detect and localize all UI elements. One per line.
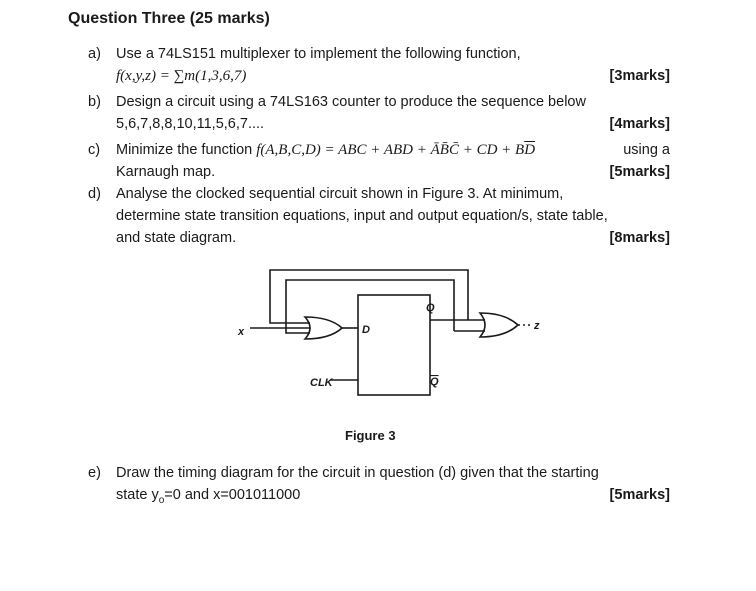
question-e-line2-a: state y — [116, 487, 159, 503]
question-c-term-abc-bar: ĀB̄C̄ — [430, 142, 459, 158]
question-e-line2-b: =0 and x=001011000 — [164, 487, 301, 503]
question-d-line3: and state diagram. — [116, 230, 237, 246]
question-a — [88, 43, 670, 87]
question-b-label: b) — [88, 94, 101, 110]
or-gate-1 — [305, 317, 342, 339]
question-e-marks: [5marks] — [609, 487, 670, 503]
question-a-text: Use a 74LS151 multiplexer to implement the following function, — [116, 46, 521, 62]
question-c — [88, 139, 670, 183]
d-label: D — [362, 324, 370, 336]
question-d-marks: [8marks] — [609, 230, 670, 246]
question-d — [88, 183, 670, 249]
question-b — [88, 91, 670, 135]
question-e-label: e) — [88, 465, 101, 481]
question-d-line2: determine state transition equations, input and output equation/s, state table, — [116, 208, 608, 224]
question-d-label: d) — [88, 186, 101, 202]
question-b-text: Design a circuit using a 74LS163 counter to produce the sequence below — [116, 94, 586, 110]
question-e — [88, 462, 670, 512]
question-title: Question Three (25 marks) — [68, 10, 270, 27]
question-d-line1: Analyse the clocked sequential circuit shown in Figure 3. At minimum, — [116, 186, 564, 202]
question-a-marks: [3marks] — [609, 68, 670, 84]
question-c-text-end: using a — [623, 142, 670, 158]
q-label: Q — [426, 302, 435, 314]
input-x-label: x — [238, 326, 245, 338]
figure-caption: Figure 3 — [345, 428, 396, 443]
or-gate-2 — [480, 313, 518, 337]
figure-3-circuit — [230, 265, 550, 410]
question-a-label: a) — [88, 46, 101, 62]
question-c-text-start: Minimize the function — [116, 142, 253, 158]
question-a-formula: f(x,y,z) = ∑m(1,3,6,7) — [116, 68, 247, 84]
question-b-sequence: 5,6,7,8,8,10,11,5,6,7.... — [116, 116, 265, 132]
question-c-marks: [5marks] — [609, 164, 670, 180]
d-flip-flop — [358, 295, 430, 395]
clk-label: CLK — [310, 377, 333, 389]
question-c-text-line2: Karnaugh map. — [116, 164, 216, 180]
question-c-label: c) — [88, 142, 101, 158]
question-c-formula-lhs: f(A,B,C,D) = ABC + ABD + — [256, 142, 431, 158]
output-z-label: z — [534, 320, 540, 332]
question-c-term-d-bar: $\overline{D}$ — [524, 142, 536, 158]
q-bar-label: Q — [430, 376, 439, 388]
question-b-marks: [4marks] — [609, 116, 670, 132]
feedback-outer-wire — [270, 270, 468, 323]
question-c-formula-mid: + CD + B — [458, 142, 525, 158]
question-e-line1: Draw the timing diagram for the circuit in question (d) given that the starting — [116, 465, 599, 481]
question-e-subscript: o — [158, 494, 165, 506]
